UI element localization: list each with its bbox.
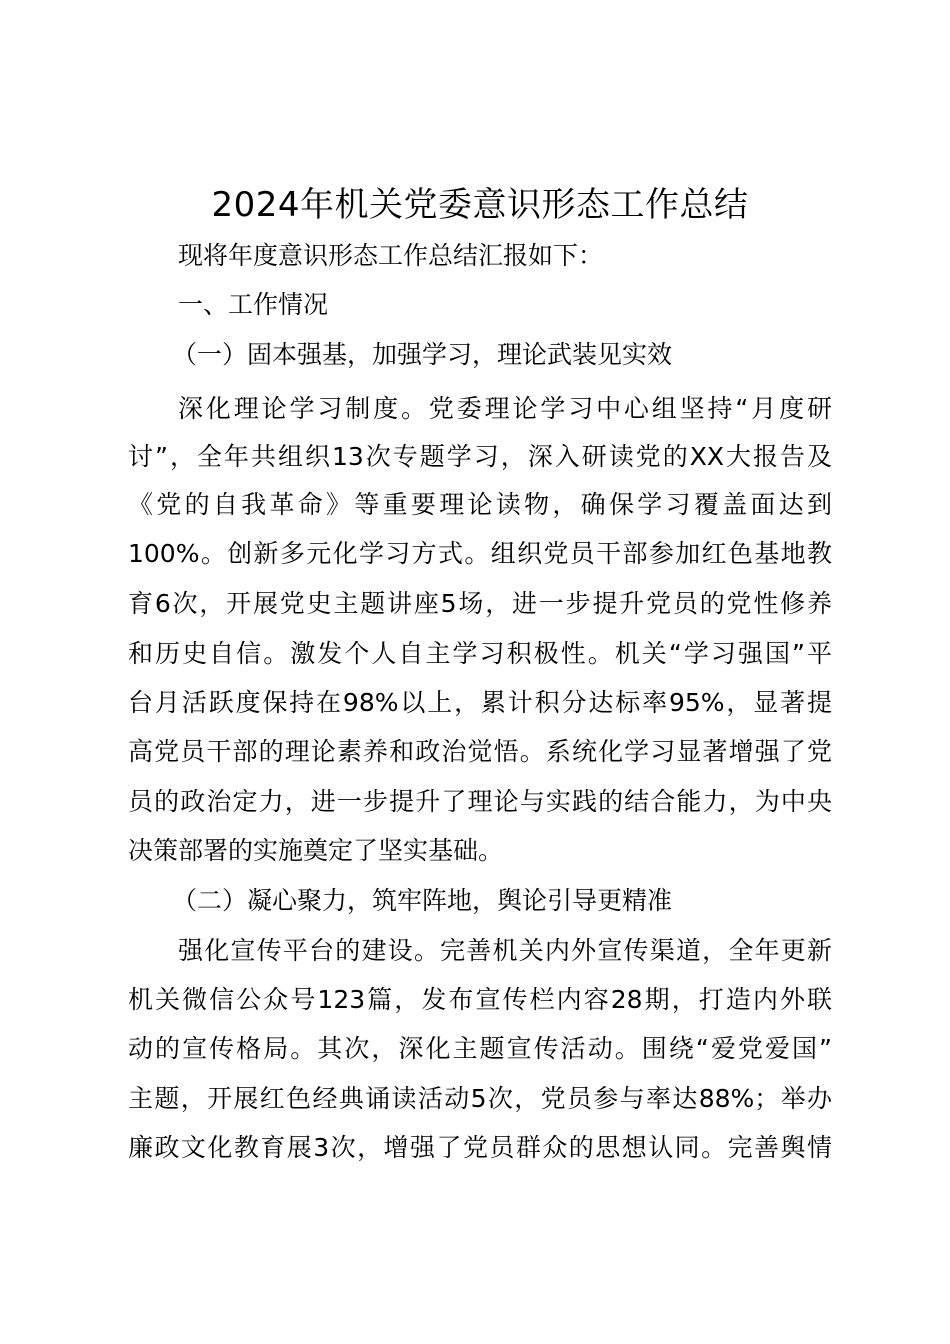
paragraph-1-line: 高党员干部的理论素养和政治觉悟。系统化学习显著增强了党 bbox=[128, 737, 832, 766]
subsection-heading-2: （二）凝心聚力，筑牢阵地，舆论引导更精准 bbox=[172, 886, 673, 915]
paragraph-2-line: 强化宣传平台的建设。完善机关内外宣传渠道，全年更新 bbox=[178, 936, 832, 965]
document-title: 2024年机关党委意识形态工作总结 bbox=[211, 185, 749, 225]
intro-paragraph: 现将年度意识形态工作总结汇报如下： bbox=[178, 241, 604, 270]
paragraph-2-line: 廉政文化教育展3次，增强了党员群众的思想认同。完善舆情 bbox=[128, 1133, 832, 1162]
paragraph-1-line: 育6次，开展党史主题讲座5场，进一步提升党员的党性修养 bbox=[128, 589, 832, 618]
paragraph-2-line: 主题，开展红色经典诵读活动5次，党员参与率达88%；举办 bbox=[128, 1084, 832, 1113]
paragraph-1-line: 员的政治定力，进一步提升了理论与实践的结合能力，为中央 bbox=[128, 787, 832, 816]
paragraph-2-line: 动的宣传格局。其次，深化主题宣传活动。围绕“爱党爱国” bbox=[128, 1034, 832, 1063]
subsection-heading-1: （一）固本强基，加强学习，理论武装见实效 bbox=[172, 340, 673, 369]
paragraph-1-line: 台月活跃度保持在98%以上，累计积分达标率95%，显著提 bbox=[128, 688, 832, 717]
paragraph-2-line: 机关微信公众号123篇，发布宣传栏内容28期，打造内外联 bbox=[128, 985, 832, 1014]
paragraph-1-line: 讨”，全年共组织13次专题学习，深入研读党的XX大报告及 bbox=[128, 442, 832, 471]
paragraph-1-line: 《党的自我革命》等重要理论读物，确保学习覆盖面达到 bbox=[128, 490, 832, 519]
paragraph-1-line: 深化理论学习制度。党委理论学习中心组坚持“月度研 bbox=[178, 394, 832, 423]
paragraph-1-line: 和历史自信。激发个人自主学习积极性。机关“学习强国”平 bbox=[128, 639, 832, 668]
paragraph-1-line: 100%。创新多元化学习方式。组织党员干部参加红色基地教 bbox=[128, 539, 832, 568]
paragraph-1-last-line: 决策部署的实施奠定了坚实基础。 bbox=[128, 836, 504, 865]
section-heading-work-status: 一、工作情况 bbox=[178, 290, 329, 319]
